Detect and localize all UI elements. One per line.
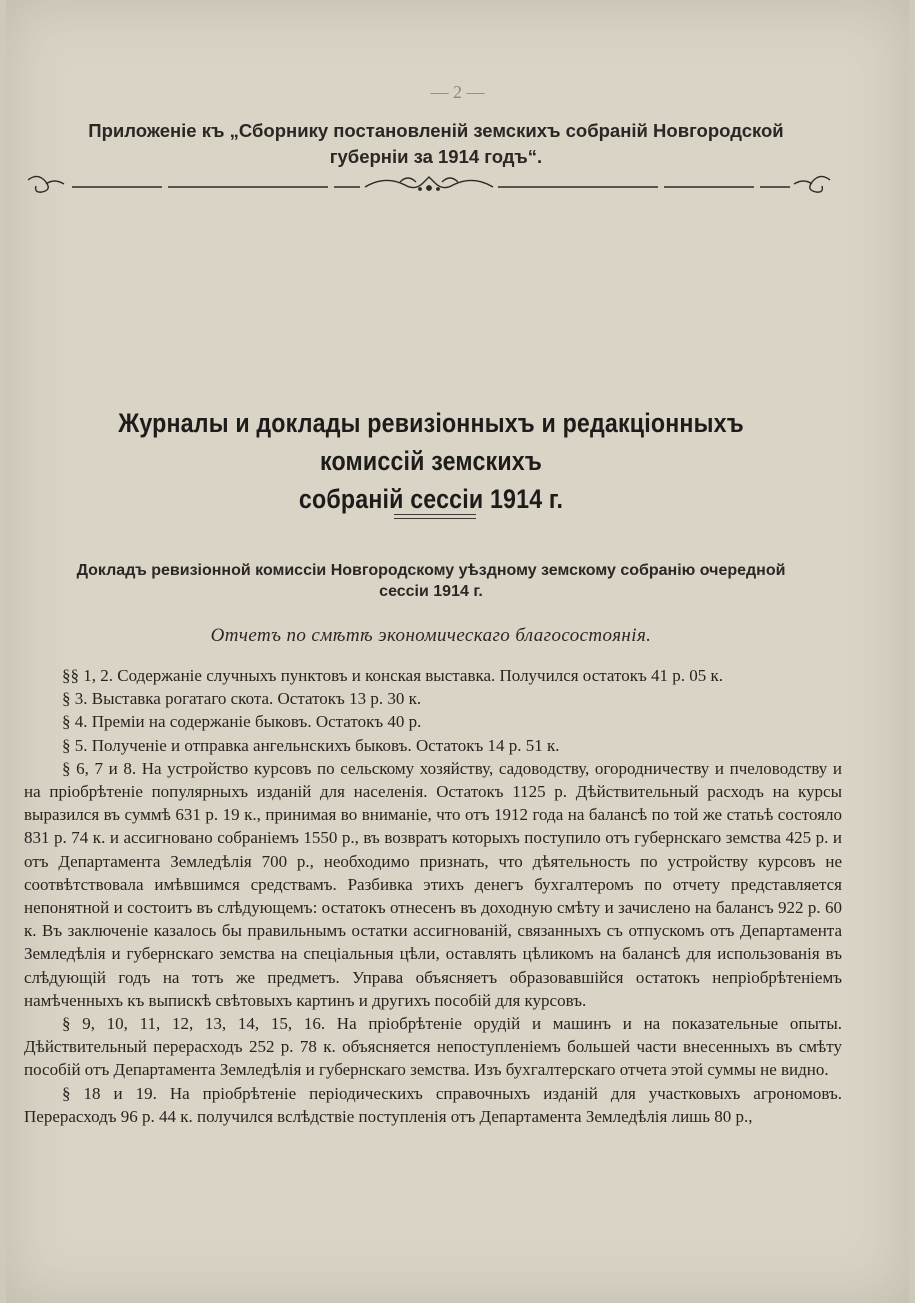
- report-body: [24, 664, 842, 1128]
- main-title-line1: Журналы и доклады ревизiонныхъ и редакцiонныхъ комиссiй земскихъ: [118, 408, 744, 476]
- paragraph-1-2: §§ 1, 2. Содержанiе случныхъ пунктовъ и конская выставка. Получился остатокъ 41 р. 05 к.: [62, 666, 724, 685]
- paragraph-6-8: § 6, 7 и 8. На устройство курсовъ по сельскому хозяйству, садоводству, огородничеству и пчеловодству и на прiобрѣтенiе популярныхъ изданiй для населенiя. Остатокъ 1125 р. Дѣйствительный расходъ на курсы выразился въ суммѣ 631 р. 19 к., принимая во вниманiе, что отъ 1912 года на балансѣ по той же статьѣ состояло 831 р. 74 к. и ассигновано собранiемъ 1550 р., въ возвратъ которыхъ поступило отъ губернскаго земства 425 р. и отъ Департамента Земледѣлiя 700 р., необходимо признать, что дѣятельность по устройству курсовъ не соотвѣтствовала имѣвшимся средствамъ. Разбивка этихъ денегъ бухгалтеромъ по отчету представляется непонятной и состоитъ въ слѣдующемъ: остатокъ отнесенъ въ доходную смѣту и зачислено на балансъ 922 р. 60 к. Въ заключенiе казалось бы правильнымъ остатки ассигнованiй, связанныхъ съ отпускомъ отъ Департамента Земледѣлiя и губернскаго земства на спецiальныя цѣли, оставлять цѣликомъ на балансѣ для использованiя въ слѣдующiй годъ на тотъ же предметъ. Управа объясняетъ образовавшiйся остатокъ непрiобрѣтенiемъ намѣченныхъ къ выпискѣ свѣтовыхъ картинъ и другихъ пособiй для курсовъ.: [24, 758, 842, 1010]
- paragraph-4: § 4. Премiи на содержанiе быковъ. Остатокъ 40 р.: [62, 712, 422, 732]
- appendix-title-line2: губернiи за 1914 годъ“.: [329, 146, 543, 167]
- report-title-line2: сессiи 1914 г.: [379, 583, 483, 600]
- document-page: [6, 0, 909, 1303]
- paragraph-3: § 3. Выставка рогатаго скота. Остатокъ 13 р. 30 к.: [62, 689, 422, 709]
- page-number: — 2 —: [430, 82, 485, 102]
- ornamental-divider: [20, 168, 838, 198]
- paragraph-5: § 5. Полученiе и отправка ангельнскихъ быковъ. Остатокъ 14 р. 51 к.: [62, 735, 560, 755]
- report-title: [20, 560, 842, 602]
- main-title: [78, 404, 785, 518]
- paragraph-18-19: § 18 и 19. На прiобрѣтенiе перiодическихъ справочныхъ изданiй для участковыхъ агрономовъ. Перерасходъ 96 р. 44 к. получился вслѣдствiе поступленiя отъ Департамента Земледѣлiя лишь 80 р.,: [24, 1083, 842, 1126]
- paragraph-9-16: § 9, 10, 11, 12, 13, 14, 15, 16. На прiобрѣтенiе орудiй и машинъ и на показательные опыты. Дѣйствительный перерасходъ 252 р. 78 к. объясняется непоступленiемъ большей части внесенныхъ въ смѣту пособiй отъ Департамента Земледѣлiя и губернскаго земства. Изъ бухгалтерскаго отчета этой суммы не видно.: [24, 1014, 842, 1080]
- appendix-title: [36, 118, 836, 170]
- appendix-title-line1: Приложенiе къ „Сборнику постановленiй земскихъ собранiй Новгородской: [88, 120, 784, 141]
- double-rule-divider: [394, 514, 476, 519]
- main-title-line2: собранiй сессiи 1914 г.: [298, 484, 564, 514]
- section-subtitle: Отчетъ по смѣтѣ экономическаго благосостоянiя.: [210, 625, 652, 646]
- report-title-line1: Докладъ ревизiонной комиссiи Новгородскому уѣздному земскому собранiю очередной: [76, 562, 786, 579]
